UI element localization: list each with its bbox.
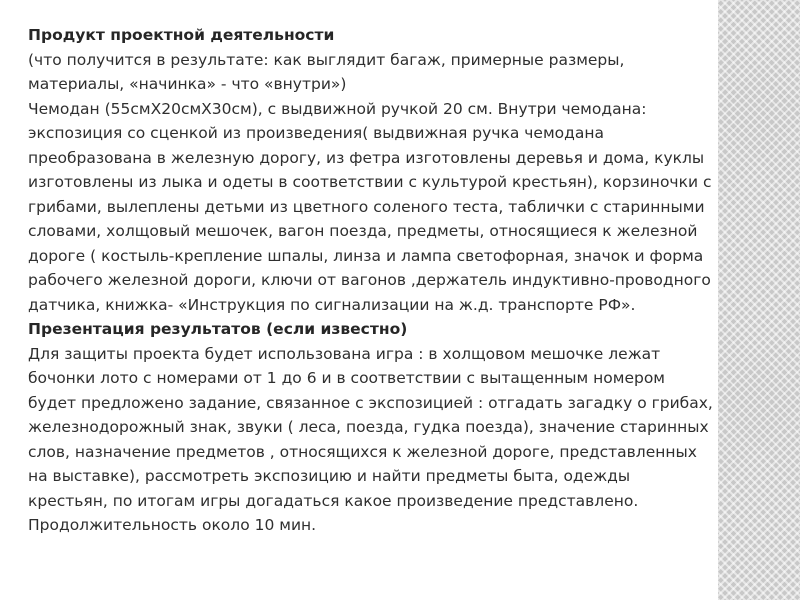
product-heading: Продукт проектной деятельности xyxy=(28,26,335,44)
product-description-note: (что получится в результате: как выглядит багаж, примерные размеры, материалы, «начинка» - что «внутри») xyxy=(28,50,625,93)
presentation-description: Для защиты проекта будет использована игра : в холщовом мешочке лежат бочонки лото с номерами от 1 до 6 и в соответствии с вытащенным номером будет предложено задание, связанное с экспозицией : отгадать загадку о грибах, железнодорожный знак, звуки ( леса, поезда, гудка поезда), значение старинных слов, назначение предметов , относящихся к железной дороге, представленных на выставке), рассмотреть экспозицию и найти предметы быта, одежды крестьян, по итогам игры догадаться какое произведение представлено. Продолжительность около 10 мин. xyxy=(28,344,713,534)
decorative-side-panel xyxy=(718,0,800,600)
slide-text-block xyxy=(28,23,714,538)
presentation-heading: Презентация результатов (если известно) xyxy=(28,320,408,338)
suitcase-description: Чемодан (55смХ20смХ30см), с выдвижной ручкой 20 см. Внутри чемодана: экспозиция со сценкой из произведения( выдвижная ручка чемодана преобразована в железную дорогу, из фетра изготовлены деревья и дома, куклы изготовлены из лыка и одеты в соответствии с культурой крестьян), корзиночки с грибами, вылеплены детьми из цветного соленого теста, таблички с старинными словами, холщовый мешочек, вагон поезда, предметы, относящиеся к железной дороге ( костыль-крепление шпалы, линза и лампа светофорная, значок и форма рабочего железной дороги, ключи от вагонов ,держатель индуктивно-проводного датчика, книжка- «Инструкция по сигнализации на ж.д. транспорте РФ». xyxy=(28,99,712,314)
